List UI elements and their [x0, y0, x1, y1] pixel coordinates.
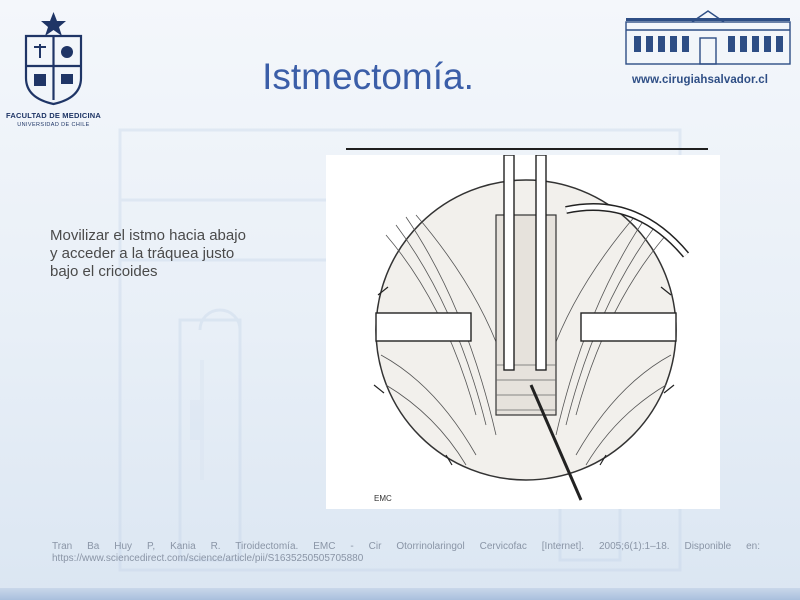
faculty-name: FACULTAD DE MEDICINA	[6, 111, 101, 120]
slide-body-text: Movilizar el istmo hacia abajo y acceder a la tráquea justo bajo el cricoides	[50, 227, 246, 280]
hospital-logo	[622, 8, 800, 88]
faculty-logo	[6, 8, 101, 138]
figure-source-label: EMC	[374, 494, 392, 503]
title-divider	[346, 148, 708, 150]
citation: Tran Ba Huy P, Kania R. Tiroidectomía. EMC - Cir Otorrinolaringol Cervicofac [Internet]. 2005;6(1):1–18. Disponible en: https://www.sciencedirect.com/science/article/pii/S1635250505705880	[52, 541, 760, 564]
hospital-building-icon	[622, 8, 794, 66]
hospital-url: www.cirugiahsalvador.cl	[632, 74, 769, 86]
surgical-illustration	[326, 155, 720, 509]
faculty-crest-icon	[6, 8, 101, 108]
bottom-band	[0, 588, 800, 600]
slide-title: Istmectomía.	[262, 56, 474, 97]
university-name: UNIVERSIDAD DE CHILE	[17, 122, 90, 128]
